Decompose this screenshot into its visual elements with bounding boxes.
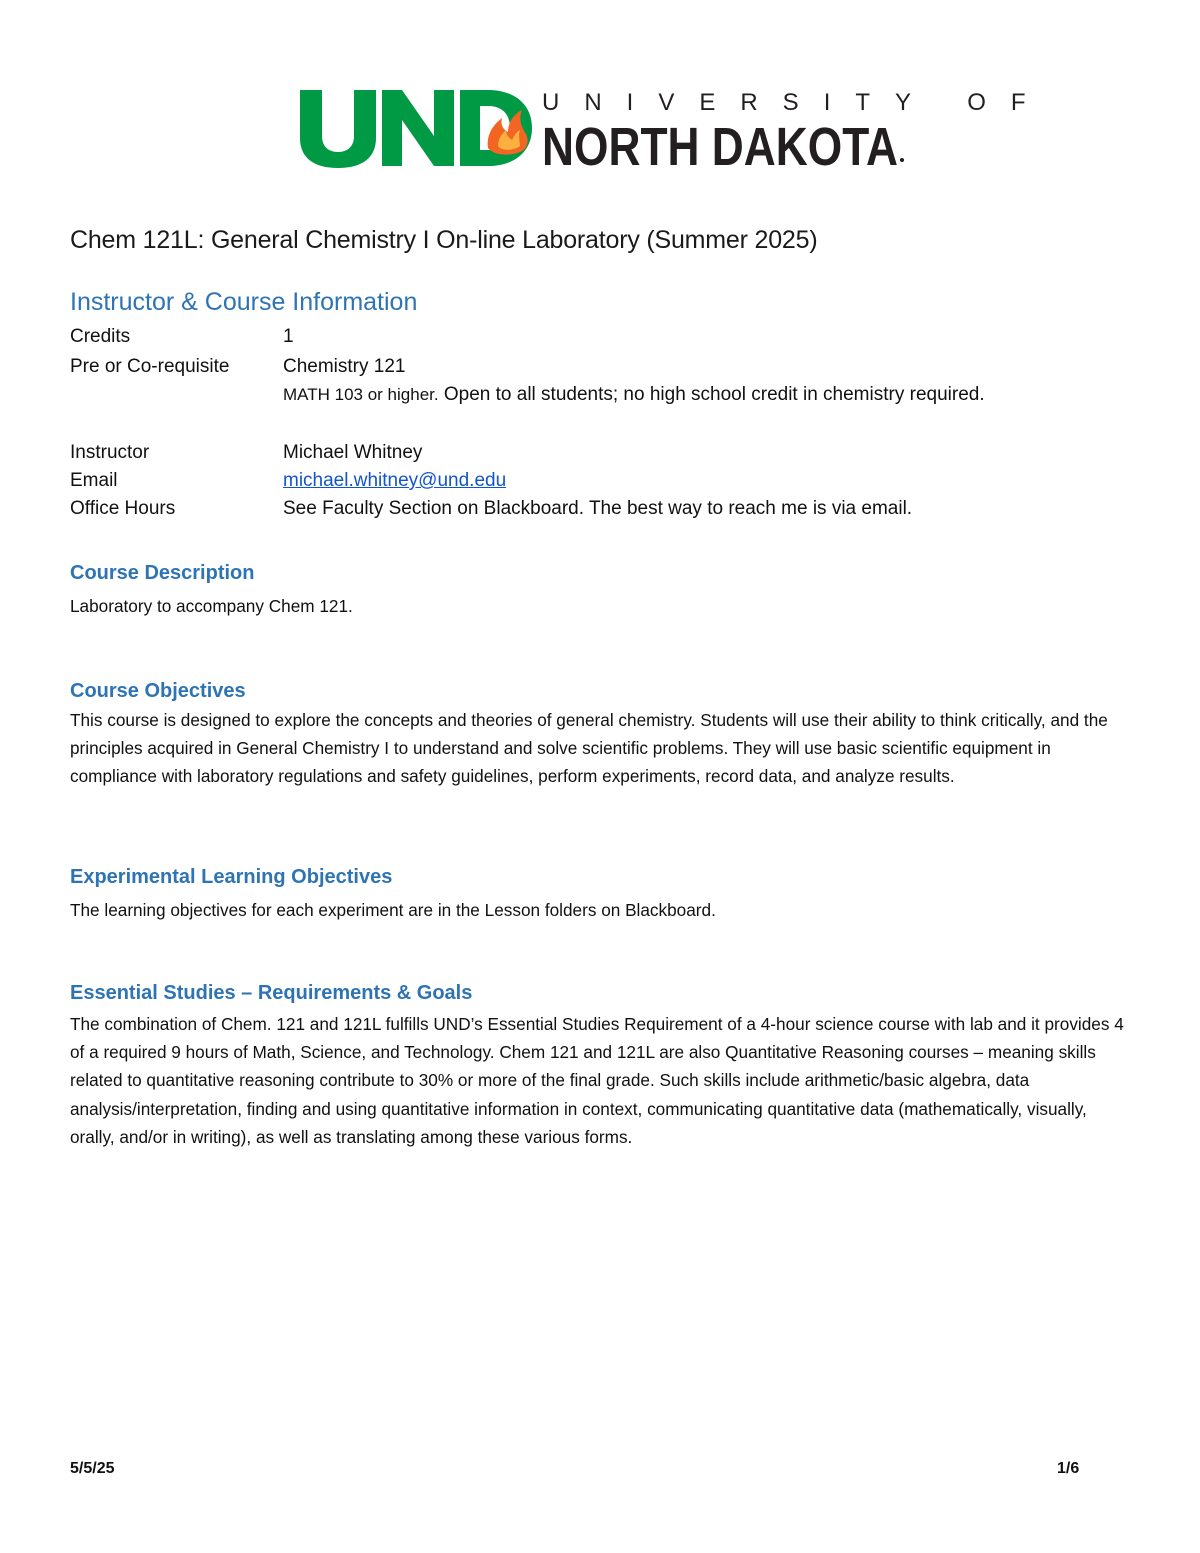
course-objectives-text: This course is designed to explore the concepts and theories of general chemistry. Students will use their ability to think critically, and the principles acquired in General Chemistry I to understand and solve scientific problems. They will use basic scientific equipment in compliance with laboratory regulations and safety guidelines, perform experiments, record data, and analyze results. — [70, 710, 1108, 787]
logo-letter-n — [382, 90, 454, 166]
experimental-objectives-heading: Experimental Learning Objectives — [70, 866, 393, 888]
footer-date: 5/5/25 — [70, 1460, 115, 1477]
instructor-label: Instructor — [70, 442, 150, 463]
prereq-note-math: MATH 103 or higher. — [283, 385, 439, 404]
und-logo — [298, 88, 1051, 177]
office-hours-value: See Faculty Section on Blackboard. The best way to reach me is via email. — [283, 498, 913, 519]
essential-studies-text: The combination of Chem. 121 and 121L fulfills UND’s Essential Studies Requirement of a 4-hour science course with lab and it provides 4 of a required 9 hours of Math, Science, and Technology. Chem 121 and 121L are also Quantitative Reasoning courses – meaning skills related to quantitative reasoning contribute to 30% or more of the final grade. Such skills include arithmetic/basic algebra, data analysis/interpretation, finding and using quantitative information in context, communicating quantitative data (mathematically, visually, orally, and/or in writing), as well as translating among these various forms. — [70, 1014, 1124, 1147]
prereq-label: Pre or Co-requisite — [70, 356, 230, 377]
prereq-value: Chemistry 121 — [283, 356, 406, 377]
email-link[interactable]: michael.whitney@und.edu — [283, 470, 507, 491]
office-hours-label: Office Hours — [70, 498, 176, 519]
essential-studies-heading: Essential Studies – Requirements & Goals — [70, 982, 473, 1004]
document-title: Chem 121L: General Chemistry I On-line Laboratory (Summer 2025) — [70, 226, 818, 254]
logo-letter-u — [300, 90, 376, 168]
logo-university-text: UNIVERSITY OF — [542, 89, 1051, 116]
credits-value: 1 — [283, 326, 294, 347]
experimental-objectives-text: The learning objectives for each experiment are in the Lesson folders on Blackboard. — [70, 900, 716, 920]
instructor-value: Michael Whitney — [283, 442, 423, 463]
course-description-heading: Course Description — [70, 562, 255, 584]
instructor-course-info-heading: Instructor & Course Information — [70, 288, 418, 316]
prereq-note — [283, 384, 985, 406]
course-objectives-heading: Course Objectives — [70, 680, 246, 702]
course-description-text: Laboratory to accompany Chem 121. — [70, 596, 353, 616]
email-label: Email — [70, 470, 118, 491]
logo-name-text: NORTH DAKOTA — [542, 117, 898, 177]
footer-page-number: 1/6 — [1057, 1460, 1080, 1477]
prereq-note-text: Open to all students; no high school credit in chemistry required. — [438, 384, 985, 405]
credits-label: Credits — [70, 326, 131, 347]
